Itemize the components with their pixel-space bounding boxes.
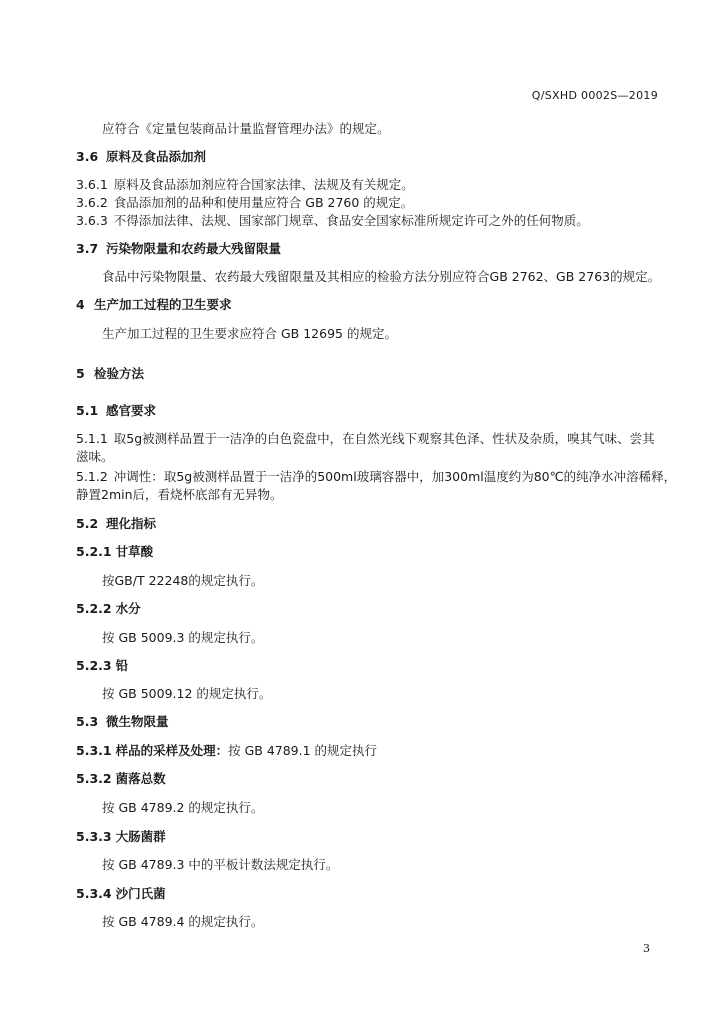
section-heading-3-6 [76, 149, 206, 165]
section-heading-5-2 [76, 516, 156, 532]
section-title: 污染物限量和农药最大残留限量 [106, 241, 282, 256]
paragraph-text: 按 GB 4789.2 的规定执行。 [102, 800, 264, 815]
paragraph-text: 食品中污染物限量、农药最大残留限量及其相应的检验方法分别应符合GB 2762、GB 2763的规定。 [102, 269, 661, 284]
section-number: 5.2 [76, 516, 99, 531]
section-heading-5 [76, 366, 144, 382]
paragraph-text: 应符合《定量包装商品计量监督管理办法》的规定。 [102, 121, 390, 136]
section-title: 样品的采样及处理： [115, 743, 229, 758]
section-title: 原料及食品添加剂 [106, 149, 207, 164]
section-heading-5-3-3 [76, 829, 166, 845]
section-title: 水分 [115, 601, 141, 616]
section-heading-5-3-4 [76, 886, 166, 902]
clause-number: 5.1.1 [76, 431, 108, 446]
clause-text: 不得添加法律、法规、国家部门规章、食品安全国家标准所规定许可之外的任何物质。 [113, 213, 589, 228]
section-heading-5-2-2 [76, 601, 141, 617]
paragraph-text: 按 GB 5009.3 的规定执行。 [102, 630, 264, 645]
document-code-header: Q/SXHD 0002S—2019 [531, 89, 658, 102]
section-title: 检验方法 [94, 366, 145, 381]
section-title: 生产加工过程的卫生要求 [94, 297, 232, 312]
paragraph-text: 按 GB 4789.4 的规定执行。 [102, 914, 264, 929]
clause-text: 食品添加剂的品种和使用量应符合 GB 2760 的规定。 [113, 195, 414, 210]
page-number: 3 [643, 942, 650, 955]
clause-text: 取5g被测样品置于一洁净的500ml玻璃容器中，加300ml温度约为80℃的纯净水冲溶稀释， [163, 469, 677, 484]
clause-5-1-2-continued: 静置2min后，看烧杯底部有无异物。 [76, 487, 283, 502]
section-number: 5 [76, 366, 85, 381]
section-heading-5-3 [76, 714, 169, 730]
section-title: 大肠菌群 [115, 829, 166, 844]
section-title: 沙门氏菌 [115, 886, 166, 901]
section-number: 5.2.1 [76, 544, 112, 559]
clause-number: 5.1.2 [76, 469, 108, 484]
section-number: 5.1 [76, 403, 99, 418]
paragraph-text: 生产加工过程的卫生要求应符合 GB 12695 的规定。 [102, 326, 397, 341]
section-title: 菌落总数 [115, 771, 166, 786]
clause-number: 3.6.3 [76, 213, 108, 228]
section-heading-5-1 [76, 403, 156, 419]
section-inline-text: 按 GB 4789.1 的规定执行 [228, 743, 378, 758]
section-number: 4 [76, 297, 85, 312]
section-heading-5-2-1 [76, 544, 153, 560]
section-title: 甘草酸 [115, 544, 154, 559]
section-title: 理化指标 [106, 516, 157, 531]
clause-text: 原料及食品添加剂应符合国家法律、法规及有关规定。 [113, 177, 414, 192]
section-heading-5-3-1 [76, 743, 377, 759]
section-title: 感官要求 [106, 403, 157, 418]
section-heading-3-7 [76, 241, 281, 257]
clause-label: 冲调性： [113, 469, 164, 484]
clause-5-1-2 [76, 469, 676, 485]
clause-3-6-3 [76, 213, 589, 229]
section-title: 微生物限量 [106, 714, 169, 729]
clause-5-1-1-continued: 滋味。 [76, 449, 114, 464]
section-heading-5-3-2 [76, 771, 166, 787]
section-number: 5.3.1 [76, 743, 112, 758]
section-heading-5-2-3 [76, 658, 128, 674]
paragraph-text: 按 GB 4789.3 中的平板计数法规定执行。 [102, 857, 339, 872]
clause-number: 3.6.1 [76, 177, 108, 192]
section-title: 铅 [115, 658, 129, 673]
clause-5-1-1 [76, 431, 655, 447]
section-number: 5.2.2 [76, 601, 112, 616]
clause-number: 3.6.2 [76, 195, 108, 210]
section-number: 5.3.2 [76, 771, 112, 786]
clause-3-6-1 [76, 177, 414, 193]
section-number: 3.6 [76, 149, 99, 164]
section-number: 5.3.4 [76, 886, 112, 901]
clause-text: 取5g被测样品置于一洁净的白色瓷盘中，在自然光线下观察其色泽、性状及杂质，嗅其气味、尝其 [113, 431, 655, 446]
section-number: 3.7 [76, 241, 99, 256]
section-number: 5.3 [76, 714, 99, 729]
paragraph-text: 按 GB 5009.12 的规定执行。 [102, 686, 272, 701]
clause-3-6-2 [76, 195, 413, 211]
section-number: 5.2.3 [76, 658, 112, 673]
section-heading-4 [76, 297, 232, 313]
paragraph-text: 按GB/T 22248的规定执行。 [102, 573, 264, 588]
section-number: 5.3.3 [76, 829, 112, 844]
